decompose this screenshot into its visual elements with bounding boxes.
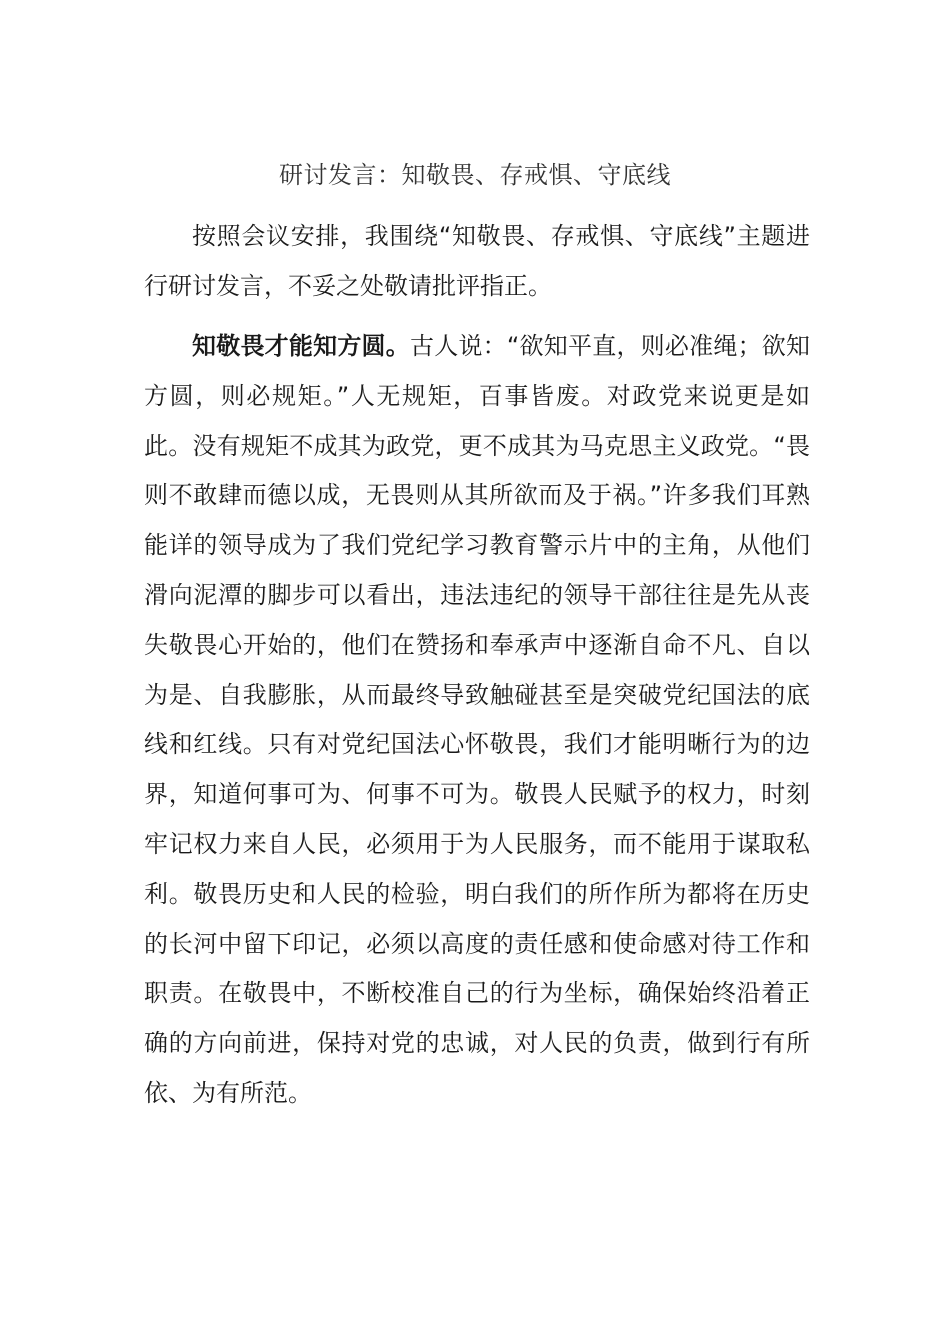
paragraph-section-1 <box>144 322 810 1119</box>
paragraph-section-1-text: 古人说：“欲知平直，则必准绳；欲知方圆，则必规矩。”人无规矩，百事皆废。对政党来说更是如此。没有规矩不成其为政党，更不成其为马克思主义政党。“畏则不敢肆而德以成，无畏则从其所欲而及于祸。”许多我们耳熟能详的领导成为了我们党纪学习教育警示片中的主角，从他们滑向泥潭的脚步可以看出，违法违纪的领导干部往往是先从丧失敬畏心开始的，他们在赞扬和奉承声中逐渐自命不凡、自以为是、自我膨胀，从而最终导致触碰甚至是突破党纪国法的底线和红线。只有对党纪国法心怀敬畏，我们才能明晰行为的边界，知道何事可为、何事不可为。敬畏人民赋予的权力，时刻牢记权力来自人民，必须用于为人民服务，而不能用于谋取私利。敬畏历史和人民的检验，明白我们的所作所为都将在历史的长河中留下印记，必须以高度的责任感和使命感对待工作和职责。在敬畏中，不断校准自己的行为坐标，确保始终沿着正确的方向前进，保持对党的忠诚，对人民的负责，做到行有所依、为有所范。 <box>144 332 811 1107</box>
paragraph-intro <box>144 212 810 312</box>
paragraph-lead-heading: 知敬畏才能知方圆。 <box>192 332 411 360</box>
document-title: 研讨发言：知敬畏、存戒惧、守底线 <box>279 161 671 189</box>
paragraph-intro-text: 按照会议安排，我围绕“知敬畏、存戒惧、守底线”主题进行研讨发言，不妥之处敬请批评指正。 <box>144 222 810 300</box>
